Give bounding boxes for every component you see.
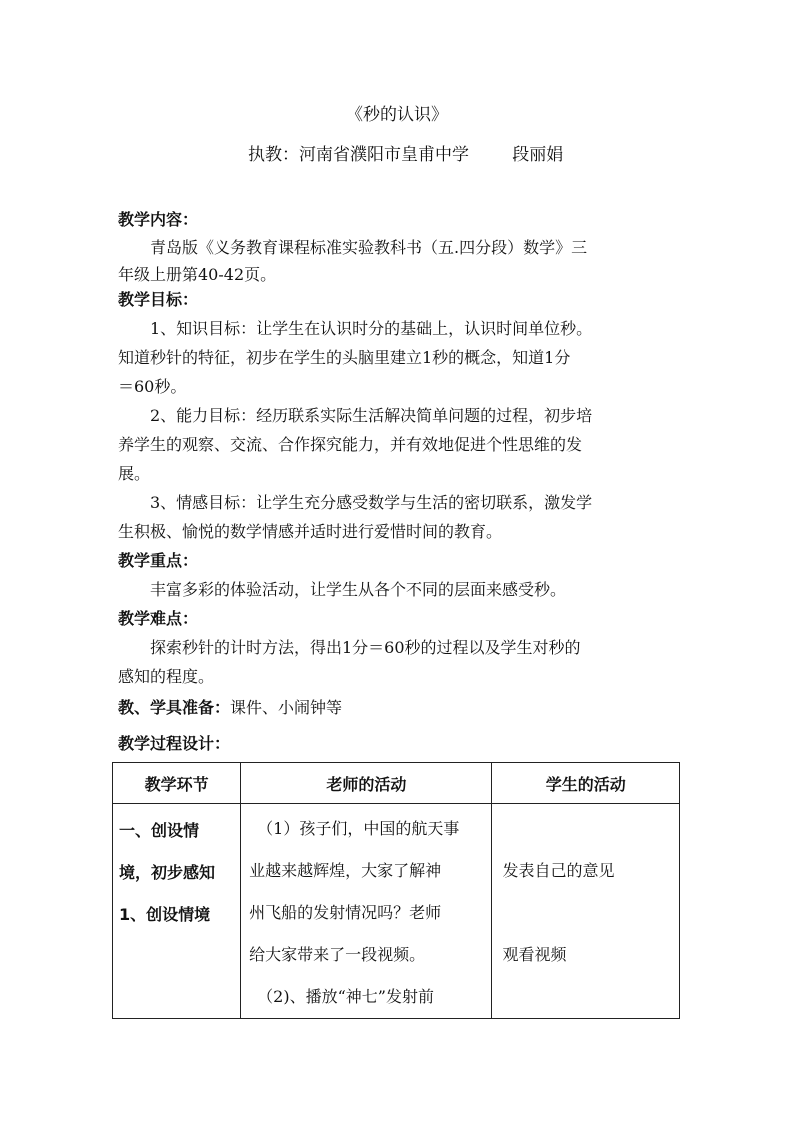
student-activity-line: 观看视频 <box>502 945 567 964</box>
teacher-activity-line: 州飞船的发射情况吗？老师 <box>249 903 442 922</box>
teaching-goals-section <box>118 285 674 691</box>
materials-heading: 教、学具准备： <box>118 698 231 717</box>
stage-cell <box>113 804 241 1019</box>
student-activity-line <box>502 892 679 934</box>
goal-1-line: ＝60秒。 <box>118 377 187 396</box>
goal-2-line: 展。 <box>118 464 151 483</box>
lesson-process-table <box>112 762 680 1019</box>
goal-1-line: 1、知识目标：让学生在认识时分的基础上，认识时间单位秒。 <box>150 319 593 338</box>
document-title: 《秒的认识》 <box>346 105 448 125</box>
table-header-stage: 教学环节 <box>113 763 241 804</box>
teacher-activity-line: （2)、播放“神七”发射前 <box>257 987 434 1006</box>
difficulty-heading: 教学难点： <box>118 609 199 628</box>
teaching-content-section <box>118 205 674 288</box>
goal-2-line: 2、能力目标：经历联系实际生活解决简单问题的过程，初步培 <box>150 406 593 425</box>
materials-text: 课件、小闹钟等 <box>230 698 343 717</box>
student-activity-line <box>502 808 679 850</box>
student-activity-line: 发表自己的意见 <box>502 861 615 880</box>
teacher-activity-cell <box>241 804 492 1019</box>
table-header-row <box>113 763 680 804</box>
goals-heading: 教学目标： <box>118 290 199 309</box>
table-header-student: 学生的活动 <box>492 763 680 804</box>
goal-3-line: 生积极、愉悦的数学情感并适时进行爱惜时间的教育。 <box>118 522 503 541</box>
student-activity-cell <box>492 804 680 1019</box>
key-points-heading: 教学重点： <box>118 551 199 570</box>
difficulty-line: 探索秒针的计时方法，得出1分＝60秒的过程以及学生对秒的 <box>150 638 581 657</box>
teacher-activity-line: 业越来越辉煌，大家了解神 <box>249 861 442 880</box>
content-line: 青岛版《义务教育课程标准实验教科书（五.四分段）数学》三 <box>150 238 588 257</box>
goal-1-line: 知道秒针的特征，初步在学生的头脑里建立1秒的概念，知道1分 <box>118 348 571 367</box>
process-heading: 教学过程设计： <box>118 734 231 753</box>
content-heading: 教学内容： <box>118 210 199 229</box>
teacher-activity-line: （1）孩子们，中国的航天事 <box>257 819 460 838</box>
goal-3-line: 3、情感目标：让学生充分感受数学与生活的密切联系，激发学 <box>150 493 593 512</box>
table-row <box>113 804 680 1019</box>
table-header-teacher: 老师的活动 <box>241 763 492 804</box>
difficulty-line: 感知的程度。 <box>118 667 215 686</box>
stage-line: 境，初步感知 <box>119 863 216 882</box>
key-points-line: 丰富多彩的体验活动，让学生从各个不同的层面来感受秒。 <box>150 580 567 599</box>
stage-line: 一、创设情 <box>119 821 200 840</box>
teacher-activity-line: 给大家带来了一段视频。 <box>249 945 426 964</box>
content-line: 年级上册第40-42页。 <box>118 265 277 284</box>
materials-line <box>118 694 342 722</box>
goal-2-line: 养学生的观察、交流、合作探究能力，并有效地促进个性思维的发 <box>118 435 583 454</box>
author-line: 执教：河南省濮阳市皇甫中学 段丽娟 <box>248 145 564 165</box>
stage-line: 1、创设情境 <box>119 905 211 924</box>
